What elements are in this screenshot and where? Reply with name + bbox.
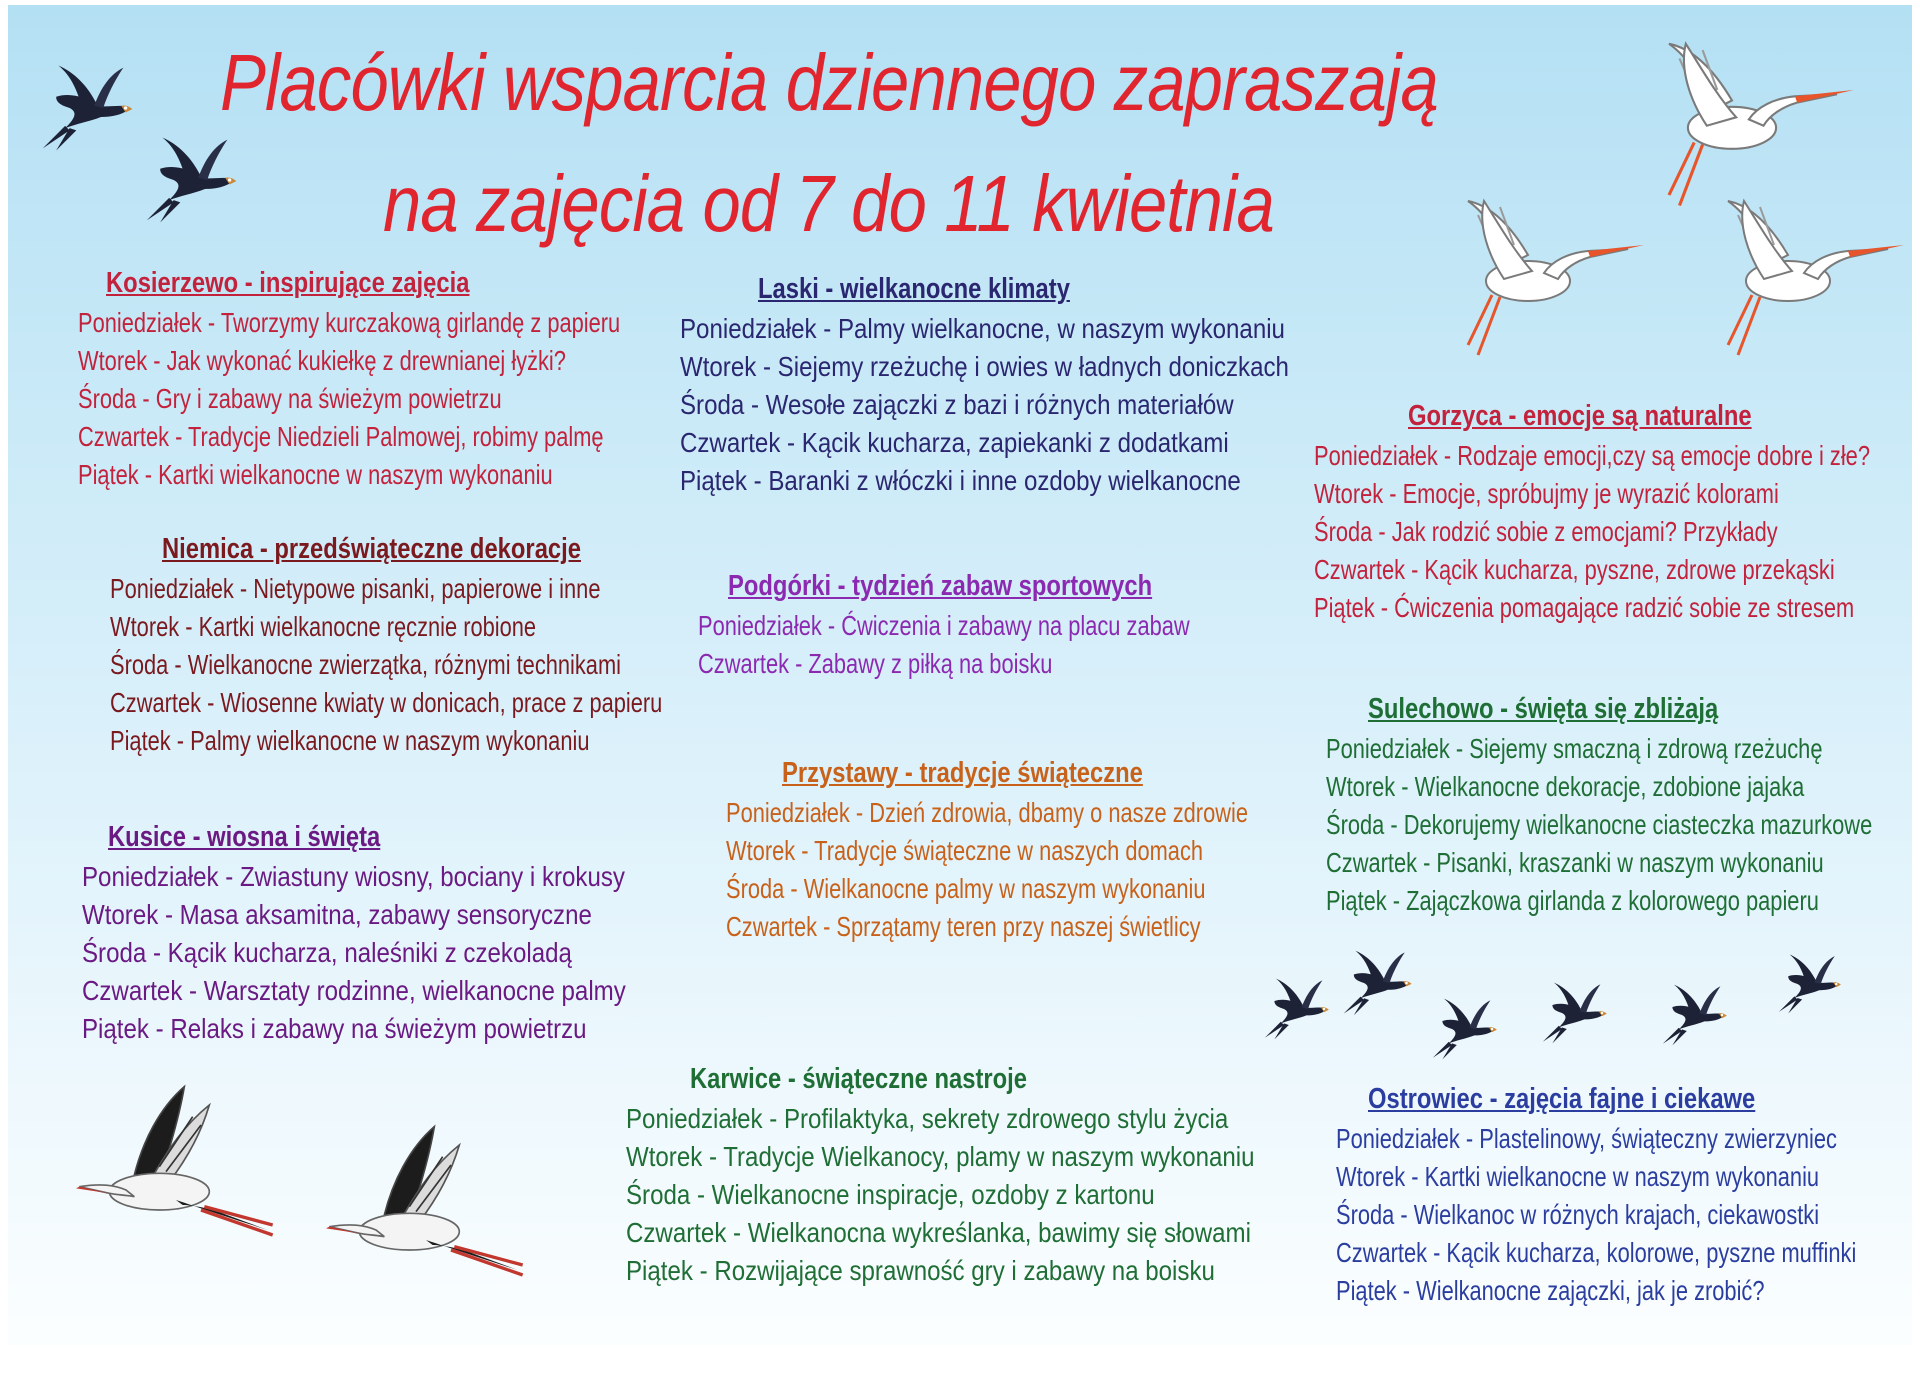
list-item: Piątek - Relaks i zabawy na świeżym powietrzu — [82, 1013, 587, 1044]
section-przystawy — [726, 757, 1395, 946]
section-heading: Laski - wielkanocne klimaty — [758, 273, 1070, 305]
stork-icon — [1708, 195, 1908, 375]
swallow-icon — [140, 135, 252, 225]
section-gorzyca — [1314, 400, 1912, 627]
list-item: Poniedziałek - Siejemy smaczną i zdrową rzeżuchę — [1326, 733, 1823, 764]
stork-icon — [76, 1080, 276, 1245]
list-item: Poniedziałek - Profilaktyka, sekrety zdrowego stylu życia — [626, 1103, 1229, 1134]
stork-icon — [326, 1120, 526, 1285]
list-item: Poniedziałek - Zwiastuny wiosny, bociany i krokusy — [82, 861, 625, 892]
swallow-icon — [1260, 977, 1340, 1041]
list-item: Środa - Gry i zabawy na świeżym powietrzu — [78, 383, 502, 414]
list-item: Piątek - Palmy wielkanocne w naszym wykonaniu — [110, 725, 590, 756]
list-item: Wtorek - Emocje, spróbujmy je wyrazić kolorami — [1314, 478, 1779, 509]
list-item: Czwartek - Sprzątamy teren przy naszej świetlicy — [726, 911, 1201, 942]
list-item: Wtorek - Wielkanocne dekoracje, zdobione jajaka — [1326, 771, 1805, 802]
section-heading: Kusice - wiosna i święta — [108, 821, 381, 853]
list-item: Piątek - Zajączkowa girlanda z kolorowego papieru — [1326, 885, 1819, 916]
list-item: Poniedziałek - Plastelinowy, świąteczny zwierzyniec — [1336, 1123, 1837, 1154]
list-item: Poniedziałek - Palmy wielkanocne, w naszym wykonaniu — [680, 313, 1285, 344]
list-item: Czwartek - Wiosenne kwiaty w donicach, prace z papieru — [110, 687, 663, 718]
list-item: Środa - Kącik kucharza, naleśniki z czekoladą — [82, 937, 572, 968]
list-item: Czwartek - Zabawy z piłką na boisku — [698, 648, 1053, 679]
list-item: Środa - Wielkanocne inspiracje, ozdoby z kartonu — [626, 1179, 1155, 1210]
list-item: Czwartek - Pisanki, kraszanki w naszym wykonaniu — [1326, 847, 1824, 878]
section-laski — [680, 273, 1388, 500]
list-item: Wtorek - Kartki wielkanocne ręcznie robione — [110, 611, 537, 642]
list-item: Środa - Wielkanocne zwierzątka, różnymi technikami — [110, 649, 622, 680]
list-item: Piątek - Baranki z włóczki i inne ozdoby wielkanocne — [680, 465, 1241, 496]
list-item: Czwartek - Tradycje Niedzieli Palmowej, robimy palmę — [78, 421, 604, 452]
section-heading: Kosierzewo - inspirujące zajęcia — [106, 267, 470, 299]
section-podgorki — [698, 570, 1328, 683]
section-heading: Ostrowiec - zajęcia fajne i ciekawe — [1368, 1083, 1756, 1115]
title-line-1: Placówki wsparcia dziennego zapraszają — [220, 38, 1438, 127]
section-heading: Gorzyca - emocje są naturalne — [1408, 400, 1752, 432]
title-line-2: na zajęcia od 7 do 11 kwietnia — [383, 159, 1274, 248]
list-item: Poniedziałek - Dzień zdrowia, dbamy o nasze zdrowie — [726, 797, 1248, 828]
section-heading: Podgórki - tydzień zabaw sportowych — [728, 570, 1153, 602]
section-kosierzewo — [78, 267, 773, 494]
list-item: Czwartek - Wielkanocna wykreślanka, bawimy się słowami — [626, 1217, 1251, 1248]
swallow-icon — [1428, 997, 1508, 1061]
list-item: Wtorek - Masa aksamitna, zabawy sensoryczne — [82, 899, 592, 930]
list-item: Środa - Jak rodzić sobie z emocjami? Przykłady — [1314, 516, 1778, 547]
list-item: Wtorek - Siejemy rzeżuchę i owies w ładnych doniczkach — [680, 351, 1289, 382]
list-item: Środa - Wesołe zajączki z bazi i różnych materiałów — [680, 389, 1234, 420]
section-heading: Przystawy - tradycje świąteczne — [782, 757, 1143, 789]
list-item: Wtorek - Tradycje Wielkanocy, plamy w naszym wykonaniu — [626, 1141, 1255, 1172]
list-item: Piątek - Wielkanocne zajączki, jak je zrobić? — [1336, 1275, 1765, 1306]
list-item: Wtorek - Jak wykonać kukiełkę z drewnianej łyżki? — [78, 345, 566, 376]
section-sulechowo — [1326, 693, 1912, 920]
list-item: Poniedziałek - Rodzaje emocji,czy są emocje dobre i złe? — [1314, 440, 1870, 471]
list-item: Czwartek - Kącik kucharza, kolorowe, pyszne muffinki — [1336, 1237, 1857, 1268]
section-heading: Sulechowo - święta się zbliżają — [1368, 693, 1719, 725]
list-item: Czwartek - Kącik kucharza, zapiekanki z dodatkami — [680, 427, 1229, 458]
section-ostrowiec — [1336, 1083, 1912, 1310]
stork-icon — [1448, 195, 1648, 375]
swallow-icon — [1658, 983, 1738, 1047]
swallow-icon — [1338, 949, 1424, 1017]
list-item: Poniedziałek - Nietypowe pisanki, papierowe i inne — [110, 573, 601, 604]
swallow-icon — [36, 63, 148, 153]
list-item: Piątek - Kartki wielkanocne w naszym wykonaniu — [78, 459, 553, 490]
list-item: Czwartek - Kącik kucharza, pyszne, zdrowe przekąski — [1314, 554, 1835, 585]
section-karwice — [626, 1063, 1357, 1290]
list-item: Środa - Dekorujemy wielkanocne ciasteczka mazurkowe — [1326, 809, 1873, 840]
section-heading: Karwice - świąteczne nastroje — [690, 1063, 1028, 1095]
list-item: Poniedziałek - Tworzymy kurczakową girlandę z papieru — [78, 307, 621, 338]
list-item: Czwartek - Warsztaty rodzinne, wielkanocne palmy — [82, 975, 626, 1006]
list-item: Piątek - Ćwiczenia pomagające radzić sobie ze stresem — [1314, 592, 1855, 623]
list-item: Wtorek - Tradycje świąteczne w naszych domach — [726, 835, 1204, 866]
swallow-icon — [1538, 981, 1618, 1045]
section-kusice — [82, 821, 714, 1048]
list-item: Środa - Wielkanoc w różnych krajach, ciekawostki — [1336, 1199, 1820, 1230]
swallow-icon — [1774, 953, 1852, 1015]
list-item: Środa - Wielkanocne palmy w naszym wykonaniu — [726, 873, 1206, 904]
poster — [8, 5, 1912, 1345]
list-item: Piątek - Rozwijające sprawność gry i zabawy na boisku — [626, 1255, 1215, 1286]
list-item: Poniedziałek - Ćwiczenia i zabawy na placu zabaw — [698, 610, 1190, 641]
section-heading: Niemica - przedświąteczne dekoracje — [162, 533, 581, 565]
list-item: Wtorek - Kartki wielkanocne w naszym wykonaniu — [1336, 1161, 1820, 1192]
